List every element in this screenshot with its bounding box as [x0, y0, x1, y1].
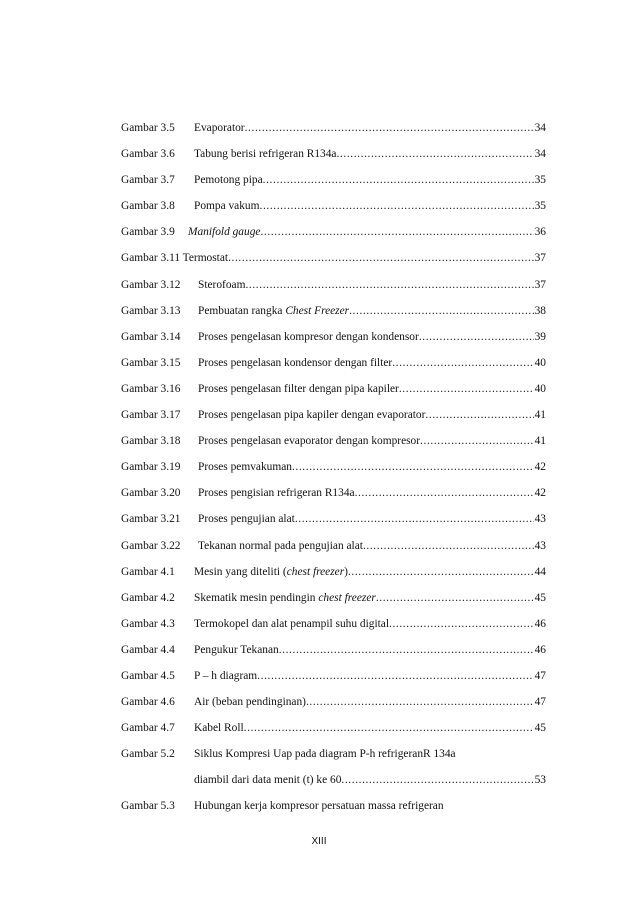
toc-entry [121, 382, 546, 408]
toc-line [121, 773, 546, 787]
leader-dots [295, 512, 534, 526]
figure-label: Gambar 3.7 [121, 174, 175, 187]
toc-line [121, 278, 546, 292]
toc-entry [121, 669, 546, 695]
leader-dots [341, 773, 533, 787]
leader-dots [244, 721, 534, 735]
toc-line [121, 565, 546, 579]
figure-title [198, 408, 425, 422]
toc-entry [121, 330, 546, 356]
leader-dots [279, 643, 534, 657]
figure-title-italic: chest freezer [286, 565, 345, 578]
figure-page-number: 41 [534, 435, 546, 448]
figure-title-text: Termokopel dan alat penampil suhu digital [194, 617, 390, 630]
figure-title-text: Tabung berisi refrigeran R134a [194, 148, 337, 161]
toc-line [121, 356, 546, 370]
figure-title-text: Pembuatan rangka [198, 304, 286, 317]
figure-page-number: 42 [534, 487, 546, 500]
figure-label: Gambar 4.4 [121, 643, 175, 656]
figure-title-text: Proses pemvakuman [198, 461, 292, 474]
leader-dots [336, 147, 533, 161]
figure-page-number: 36 [534, 226, 546, 239]
leader-dots [419, 330, 534, 344]
toc-line [121, 330, 546, 344]
figure-page-number: 34 [534, 122, 546, 134]
figure-title-text: Kabel Roll [194, 722, 244, 735]
figure-label: Gambar 4.1 [121, 565, 175, 578]
figure-title-text: Pompa vakum [194, 200, 260, 213]
leader-dots [245, 278, 533, 292]
toc-line [121, 408, 546, 422]
figure-title-italic: Manifold gauge [188, 226, 261, 239]
toc-entry [121, 721, 546, 747]
figure-title-text: Evaporator [194, 122, 245, 134]
figure-label: Gambar 3.12 [121, 278, 181, 291]
toc-line [121, 225, 546, 239]
toc-line [121, 304, 546, 318]
figure-title-text: Air (beban pendinginan) [194, 696, 306, 709]
figure-page-number: 46 [534, 643, 546, 656]
figure-label: Gambar 3.16 [121, 382, 181, 395]
figure-title [188, 225, 260, 239]
toc-line [121, 721, 546, 735]
figure-title [198, 382, 399, 396]
figure-title-text: Proses pengelasan evaporator dengan kompresor [198, 435, 421, 448]
figure-label: Gambar 3.14 [121, 330, 181, 343]
leader-dots [228, 251, 534, 265]
figure-title-text: P – h diagram [194, 669, 258, 682]
figure-label: Gambar 4.6 [121, 696, 175, 709]
toc-line [121, 669, 546, 683]
figure-page-number: 35 [534, 200, 546, 213]
figure-title-italic: Chest Freezer [285, 304, 350, 317]
toc-line [121, 747, 546, 761]
figure-page-number: 53 [534, 774, 546, 787]
leader-dots [292, 460, 534, 474]
figure-label: Gambar 3.8 [121, 200, 175, 213]
figure-label: Gambar 3.9 [121, 226, 175, 239]
leader-dots [399, 382, 534, 396]
figure-title-text: ) [344, 565, 348, 578]
figure-page-number: 41 [534, 409, 546, 422]
leader-dots [260, 225, 533, 239]
figure-title-text: Proses pengelasan filter dengan pipa kapiler [198, 382, 399, 395]
figure-page-number: 47 [534, 669, 546, 682]
toc-entry [121, 278, 546, 304]
list-of-figures [121, 121, 546, 826]
figure-title [198, 486, 355, 500]
figure-label: Gambar 4.3 [121, 617, 175, 630]
toc-entry [121, 617, 546, 643]
leader-dots [257, 669, 533, 683]
figure-title-text: Proses pengelasan kondensor dengan filter [198, 356, 393, 369]
figure-label: Gambar 3.21 [121, 513, 181, 526]
figure-title [194, 695, 306, 709]
figure-label: Gambar 3.22 [121, 539, 181, 552]
figure-page-number: 38 [534, 304, 546, 317]
figure-title [194, 721, 244, 735]
figure-title [198, 278, 245, 292]
figure-label: Gambar 4.7 [121, 722, 175, 735]
figure-page-number: 45 [534, 591, 546, 604]
leader-dots [245, 121, 534, 135]
figure-label: Gambar 3.18 [121, 435, 181, 448]
figure-label: Gambar 3.6 [121, 148, 175, 161]
figure-label: Gambar 3.17 [121, 409, 181, 422]
figure-title [198, 512, 295, 526]
toc-line [121, 434, 546, 448]
figure-title-text: Mesin yang diteliti ( [194, 565, 287, 578]
toc-line [121, 643, 546, 657]
toc-line [121, 539, 546, 553]
toc-entry [121, 460, 546, 486]
toc-line [121, 617, 546, 631]
leader-dots [363, 539, 534, 553]
toc-line [121, 147, 546, 161]
toc-entry [121, 434, 546, 460]
figure-title [198, 434, 420, 448]
figure-title-text: Tekanan normal pada pengujian alat [198, 539, 363, 552]
leader-dots [263, 173, 534, 187]
toc-entry [121, 799, 546, 825]
figure-title [198, 330, 419, 344]
figure-title [194, 591, 376, 605]
figure-title [194, 565, 348, 579]
figure-page-number: 37 [534, 252, 546, 265]
toc-entry [121, 173, 546, 199]
figure-page-number: 35 [534, 174, 546, 187]
figure-page-number: 37 [534, 278, 546, 291]
toc-line [121, 121, 546, 135]
toc-entry [121, 147, 546, 173]
leader-dots [349, 304, 534, 318]
figure-label: Gambar 3.20 [121, 487, 181, 500]
toc-line [121, 460, 546, 474]
figure-page-number: 40 [534, 382, 546, 395]
figure-title-text: Proses pengelasan kompresor dengan kondensor [198, 330, 419, 343]
figure-title [194, 147, 336, 161]
figure-title [194, 121, 245, 135]
toc-line [121, 251, 546, 265]
figure-page-number: 47 [534, 696, 546, 709]
toc-entry [121, 356, 546, 382]
figure-title [194, 617, 389, 631]
figure-label: Gambar 3.19 [121, 461, 181, 474]
figure-page-number: 39 [534, 330, 546, 343]
toc-line [121, 695, 546, 709]
toc-entry [121, 121, 546, 147]
toc-entry [121, 512, 546, 538]
figure-title [194, 643, 279, 657]
toc-line [121, 173, 546, 187]
figure-title-italic: chest freezer [318, 591, 376, 604]
figure-title-text: Sterofoam [198, 278, 246, 291]
toc-line [121, 512, 546, 526]
figure-page-number: 43 [534, 539, 546, 552]
figure-label: Gambar 3.15 [121, 356, 181, 369]
figure-title [198, 304, 349, 318]
toc-entry [121, 747, 546, 773]
figure-label: Gambar 5.2 [121, 748, 175, 761]
leader-dots [355, 486, 534, 500]
figure-title [198, 356, 392, 370]
figure-page-number: 46 [534, 617, 546, 630]
figure-page-number: 42 [534, 461, 546, 474]
figure-page-number: 45 [534, 722, 546, 735]
figure-label: Gambar 4.2 [121, 591, 175, 604]
leader-dots [392, 356, 533, 370]
figure-label: Gambar 3.13 [121, 304, 181, 317]
figure-title: Hubungan kerja kompresor persatuan massa refrigeran [194, 800, 444, 813]
leader-dots [389, 617, 534, 631]
figure-title [198, 539, 363, 553]
toc-entry [121, 643, 546, 669]
toc-entry [121, 408, 546, 434]
toc-line [121, 382, 546, 396]
toc-entry [121, 695, 546, 721]
toc-entry [121, 251, 546, 277]
figure-title-text: Pemotong pipa [194, 174, 263, 187]
figure-title: diambil dari data menit (t) ke 60 [194, 774, 342, 787]
toc-line [121, 486, 546, 500]
leader-dots [260, 199, 534, 213]
figure-label: Gambar 5.3 [121, 800, 175, 813]
figure-title [198, 460, 292, 474]
toc-entry [121, 304, 546, 330]
toc-entry [121, 565, 546, 591]
figure-title-text: Proses pengisian refrigeran R134a [198, 487, 355, 500]
toc-line [121, 199, 546, 213]
leader-dots [425, 408, 533, 422]
figure-title-text: Proses pengujian alat [198, 513, 295, 526]
leader-dots [348, 565, 534, 579]
toc-entry [121, 591, 546, 617]
leader-dots [420, 434, 534, 448]
figure-title-text: Proses pengelasan pipa kapiler dengan evaporator [198, 409, 426, 422]
leader-dots [306, 695, 534, 709]
toc-line [121, 591, 546, 605]
figure-label: Gambar 3.11 Termostat [121, 252, 229, 265]
figure-page-number: 43 [534, 513, 546, 526]
page-number: XIII [311, 836, 327, 847]
figure-label: Gambar 3.5 [121, 122, 175, 134]
figure-title-text: Skematik mesin pendingin [194, 591, 319, 604]
figure-page-number: 34 [534, 148, 546, 161]
figure-title [194, 173, 263, 187]
figure-title: Siklus Kompresi Uap pada diagram P-h refrigeranR 134a [194, 748, 456, 761]
toc-entry [121, 199, 546, 225]
toc-entry [121, 539, 546, 565]
toc-entry [121, 486, 546, 512]
toc-entry [121, 225, 546, 251]
figure-label: Gambar 4.5 [121, 669, 175, 682]
figure-page-number: 40 [534, 356, 546, 369]
figure-title [194, 199, 260, 213]
figure-title [194, 669, 257, 683]
leader-dots [376, 591, 534, 605]
toc-entry-continued [121, 773, 546, 799]
figure-page-number: 44 [534, 565, 546, 578]
toc-line [121, 799, 546, 813]
figure-title-text: Pengukur Tekanan [194, 643, 279, 656]
